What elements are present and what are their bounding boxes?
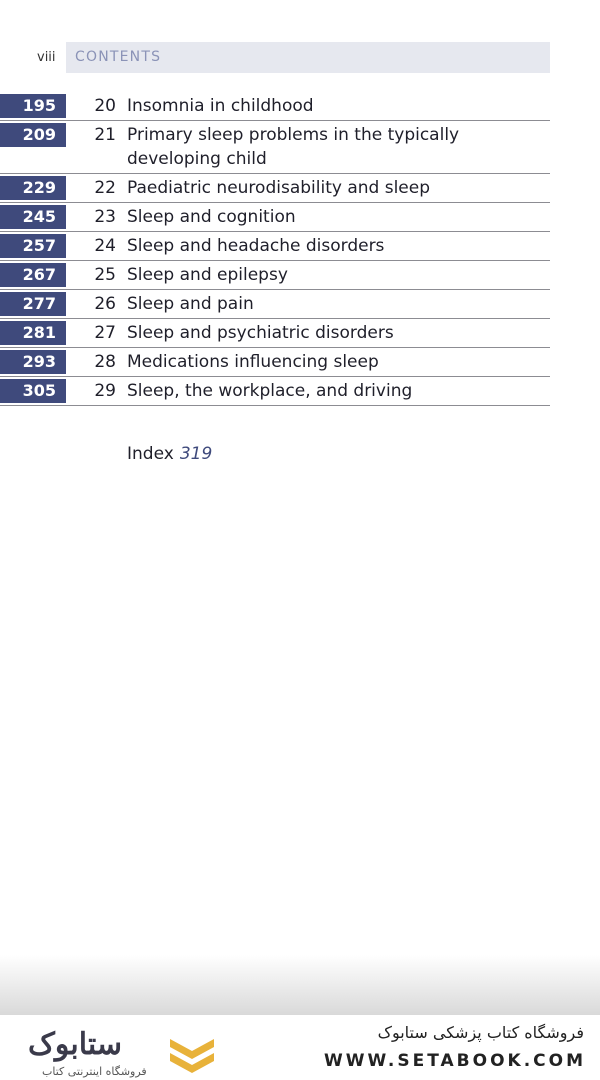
- chapter-number: 21: [94, 125, 116, 145]
- page-number-box: 257: [0, 234, 66, 258]
- section-label: CONTENTS: [75, 49, 162, 65]
- chapter-number: 23: [94, 207, 116, 227]
- chapter-title: Insomnia in childhood: [127, 96, 314, 116]
- chevron-logo-icon: [170, 1033, 214, 1077]
- chapter-number: 20: [94, 96, 116, 116]
- page-number-box: 277: [0, 292, 66, 316]
- chapter-number: 22: [94, 178, 116, 198]
- chapter-title: Paediatric neurodisability and sleep: [127, 178, 431, 198]
- chapter-title: Medications influencing sleep: [127, 352, 379, 372]
- toc-row: [0, 319, 550, 348]
- page-number-box: 245: [0, 205, 66, 229]
- chapter-title: Sleep and cognition: [127, 207, 296, 227]
- table-of-contents: [0, 92, 550, 406]
- chapter-title: Primary sleep problems in the typically developing child: [127, 125, 460, 169]
- chapter-title: Sleep and headache disorders: [127, 236, 385, 256]
- chapter-number: 27: [94, 323, 116, 343]
- chapter-title: Sleep and epilepsy: [127, 265, 288, 285]
- toc-row: [0, 232, 550, 261]
- bottom-fade: [0, 955, 600, 1015]
- chapter-number: 26: [94, 294, 116, 314]
- chapter-number: 28: [94, 352, 116, 372]
- toc-row: [0, 203, 550, 232]
- toc-row: [0, 290, 550, 319]
- store-logo: [28, 1027, 147, 1078]
- store-url: WWW.SETABOOK.COM: [324, 1051, 586, 1071]
- page-number-box: 209: [0, 123, 66, 147]
- toc-row: [0, 121, 550, 174]
- toc-row: [0, 348, 550, 377]
- chapter-number: 24: [94, 236, 116, 256]
- index-page: 319: [179, 444, 213, 464]
- toc-row: [0, 377, 550, 406]
- index-label: Index: [127, 444, 174, 464]
- chapter-title: Sleep, the workplace, and driving: [127, 381, 413, 401]
- page-number-box: 267: [0, 263, 66, 287]
- toc-row: [0, 261, 550, 290]
- index-entry: [127, 444, 212, 464]
- footer-banner: [0, 1015, 600, 1080]
- toc-row: [0, 174, 550, 203]
- chapter-number: 25: [94, 265, 116, 285]
- page-number-box: 305: [0, 379, 66, 403]
- chapter-number: 29: [94, 381, 116, 401]
- logo-subtitle: فروشگاه اینترنتی کتاب: [42, 1065, 147, 1078]
- section-bar: [66, 42, 550, 73]
- page-number-box: 195: [0, 94, 66, 118]
- logo-wordmark: ستابوک: [28, 1027, 123, 1062]
- store-name: فروشگاه کتاب پزشکی ستابوک: [377, 1023, 584, 1042]
- page-header: [0, 42, 600, 73]
- page-number-box: 293: [0, 350, 66, 374]
- chapter-title: Sleep and psychiatric disorders: [127, 323, 394, 343]
- page-number-box: 281: [0, 321, 66, 345]
- page-number-box: 229: [0, 176, 66, 200]
- toc-row: [0, 92, 550, 121]
- page-number: viii: [37, 50, 56, 65]
- chapter-title: Sleep and pain: [127, 294, 254, 314]
